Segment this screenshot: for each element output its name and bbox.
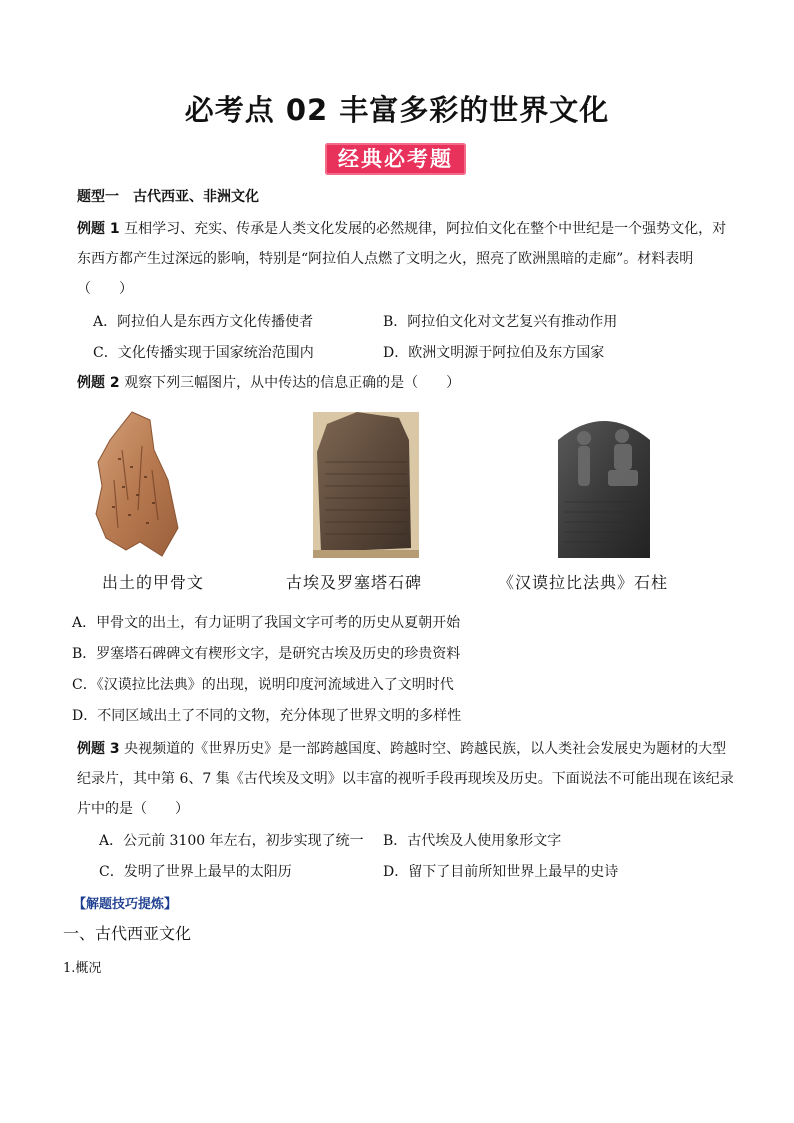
q2-option-a: A．甲骨文的出土，有力证明了我国文字可考的历史从夏朝开始: [72, 615, 461, 631]
q1-option-b: B．阿拉伯文化对文艺复兴有推动作用: [383, 314, 618, 330]
caption-rosetta-stone: 古埃及罗塞塔石碑: [286, 573, 423, 592]
caption-oracle-bone: 出土的甲骨文: [102, 573, 205, 592]
q3-line2: 纪录片，其中第 6、7 集《古代埃及文明》以丰富的视听手段再现埃及历史。下面说法不可能出现在该纪录: [77, 771, 734, 787]
q3-option-d: D．留下了目前所知世界上最早的史诗: [383, 864, 619, 880]
q1-line3: （ ）: [77, 281, 133, 297]
q2-option-d: D．不同区域出土了不同的文物，充分体现了世界文明的多样性: [72, 708, 462, 724]
hammurabi-stele-image: [554, 410, 654, 558]
q1-option-d: D．欧洲文明源于阿拉伯及东方国家: [383, 345, 605, 361]
q1-option-a: A．阿拉伯人是东西方文化传播使者: [93, 314, 314, 330]
q3-label: 例题 3: [77, 741, 120, 757]
west-asia-heading: 一、古代西亚文化: [63, 924, 192, 943]
q3-option-a: A．公元前 3100 年左右，初步实现了统一: [99, 833, 364, 849]
q2-option-c: C．《汉谟拉比法典》的出现，说明印度河流域进入了文明时代: [72, 677, 454, 693]
q2-option-b: B．罗塞塔石碑碑文有楔形文字，是研究古埃及历史的珍贵资料: [72, 646, 461, 662]
section-heading: 题型一 古代西亚、非洲文化: [77, 189, 259, 205]
q2-line: [77, 374, 460, 392]
q1-line1: [77, 220, 726, 238]
q1-line2: 东西方都产生过深远的影响，特别是“阿拉伯人点燃了文明之火，照亮了欧洲黑暗的走廊”。材料表明: [77, 251, 694, 267]
oracle-bone-image: [92, 410, 180, 558]
q3-option-c: C．发明了世界上最早的太阳历: [99, 864, 292, 880]
overview-heading: 1.概况: [63, 961, 102, 976]
q1-label: 例题 1: [77, 221, 120, 237]
tips-heading: 【解题技巧提炼】: [73, 897, 178, 912]
page-title: 必考点 02 丰富多彩的世界文化: [184, 93, 610, 127]
q1-text-1: 互相学习、充实、传承是人类文化发展的必然规律，阿拉伯文化在整个中世纪是一个强势文化，对: [124, 221, 727, 237]
q1-option-c: C．文化传播实现于国家统治范围内: [93, 345, 314, 361]
caption-hammurabi: 《汉谟拉比法典》石柱: [498, 573, 669, 592]
q2-text: 观察下列三幅图片，从中传达的信息正确的是（ ）: [124, 375, 461, 391]
q3-text-1: 央视频道的《世界历史》是一部跨越国度、跨越时空、跨越民族，以人类社会发展史为题材的大型: [124, 741, 727, 757]
q3-option-b: B．古代埃及人使用象形文字: [383, 833, 562, 849]
rosetta-stone-image: [313, 412, 419, 558]
q3-line3: 片中的是（ ）: [77, 801, 189, 817]
q3-line1: [77, 740, 726, 758]
q2-label: 例题 2: [77, 375, 120, 391]
classic-questions-badge: 经典必考题: [325, 143, 466, 175]
